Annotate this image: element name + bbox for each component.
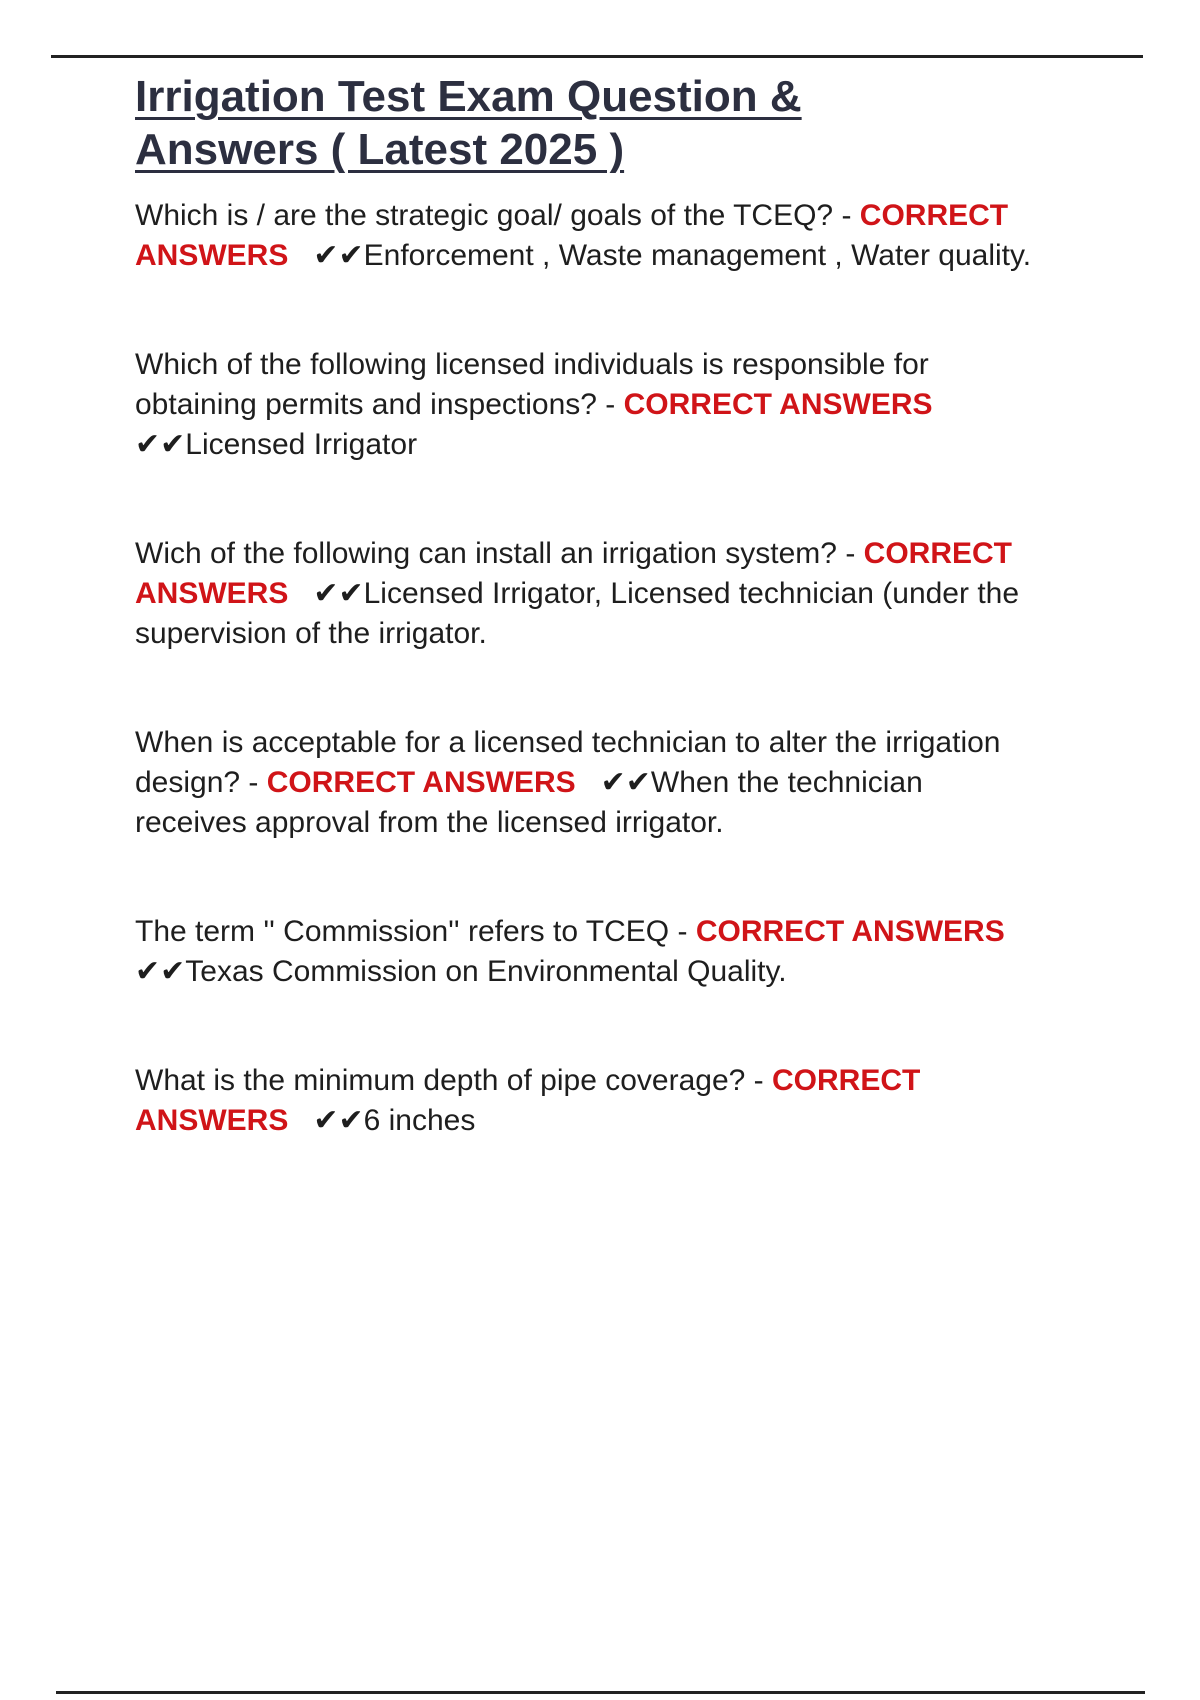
answer-text: ✔✔6 inches	[288, 1104, 476, 1137]
top-rule	[51, 55, 1143, 58]
question-text: Which of the following licensed individuals is responsible for obtaining permits and inspections? -	[135, 348, 938, 421]
answer-text: ✔✔When the technician receives approval from the licensed irrigator.	[135, 766, 932, 839]
correct-answers-marker: CORRECT ANSWERS	[135, 1064, 928, 1137]
answer-text: ✔✔Enforcement , Waste management , Water quality.	[288, 239, 1032, 272]
qa-paragraph	[135, 196, 1040, 276]
qa-paragraph	[135, 723, 1040, 843]
question-text: Which is / are the strategic goal/ goals of the TCEQ? -	[135, 199, 860, 232]
qa-paragraph	[135, 912, 1040, 992]
question-text: Wich of the following can install an irrigation system? -	[135, 537, 864, 570]
correct-answers-marker: CORRECT ANSWERS	[695, 915, 1005, 948]
qa-list	[135, 196, 1040, 1210]
qa-paragraph	[135, 1061, 1040, 1141]
bottom-rule	[56, 1691, 1145, 1694]
qa-paragraph	[135, 534, 1040, 654]
answer-text: ✔✔Licensed Irrigator	[135, 388, 958, 461]
question-text: The term '' Commission'' refers to TCEQ -	[135, 915, 696, 948]
page-title: Irrigation Test Exam Question & Answers ( Latest 2025 )	[135, 72, 802, 174]
correct-answers-marker: CORRECT ANSWERS	[135, 537, 1020, 610]
question-text: What is the minimum depth of pipe coverage? -	[135, 1064, 772, 1097]
answer-text: ✔✔Licensed Irrigator, Licensed technician (under the supervision of the irrigator.	[135, 577, 1028, 650]
question-text: When is acceptable for a licensed technician to alter the irrigation design? -	[135, 726, 1009, 799]
answer-text: ✔✔Texas Commission on Environmental Quality.	[135, 915, 1030, 988]
correct-answers-marker: CORRECT ANSWERS	[623, 388, 933, 421]
correct-answers-marker: CORRECT ANSWERS	[135, 199, 1016, 272]
correct-answers-marker: CORRECT ANSWERS	[266, 766, 576, 799]
qa-paragraph	[135, 345, 1040, 465]
